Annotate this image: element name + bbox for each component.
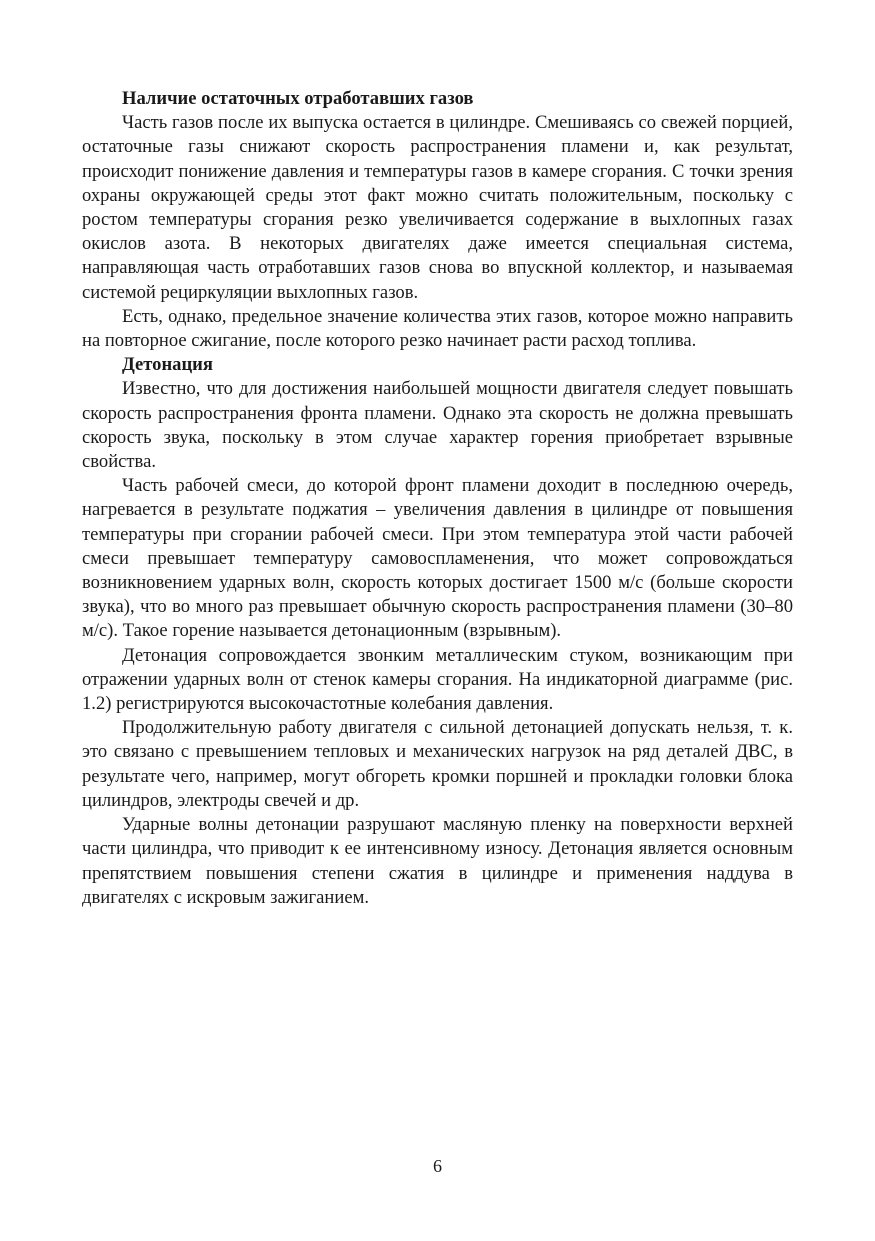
paragraph-detonation-1: Известно, что для достижения наибольшей мощности двигателя следует повышать скорость распространения фронта пламени. Однако эта скорость не должна превышать скорость звука, поскольку в этом случае характер горения приобретает взрывные свойства. (82, 378, 793, 473)
paragraph-detonation-2: Часть рабочей смеси, до которой фронт пламени доходит в последнюю очередь, нагревается в результате поджатия – увеличения давления в цилиндре от повышения температуры при сгорании рабочей смеси. При этом температура этой части рабочей смеси превышает температуру самовоспламенения, что может сопровождаться возникновением ударных волн, скорость которых достигает 1500 м/с (больше скорости звука), что во много раз превышает обычную скорость распространения пламени (30–80 м/с). Такое горение называется детонационным (взрывным). (82, 475, 793, 642)
paragraph-detonation-3: Детонация сопровождается звонким металлическим стуком, возникающим при отражении ударных волн от стенок камеры сгорания. На индикаторной диаграмме (рис. 1.2) регистрируются высокочастотные колебания давления. (82, 644, 793, 715)
page-content (82, 87, 793, 910)
paragraph-detonation-4: Продолжительную работу двигателя с сильной детонацией допускать нельзя, т. к. это связано с превышением тепловых и механических нагрузок на ряд деталей ДВС, в результате чего, например, могут обгореть кромки поршней и прокладки головки блока цилиндров, электроды свечей и др. (82, 717, 793, 811)
section-heading-detonation: Детонация (122, 354, 213, 376)
paragraph-residual-gases-2: Есть, однако, предельное значение количества этих газов, которое можно направить на повторное сжигание, после которого резко начинает расти расход топлива. (82, 305, 793, 352)
paragraph-residual-gases-1: Часть газов после их выпуска остается в цилиндре. Смешиваясь со свежей порцией, остаточные газы снижают скорость распространения пламени и, как результат, происходит понижение давления и температуры газов в камере сгорания. С точки зрения охраны окружающей среды этот факт можно считать положительным, поскольку с ростом температуры сгорания резко увеличивается содержание в выхлопных газах окислов азота. В некоторых двигателях даже имеется специальная система, направляющая часть отработавших газов снова во впускной коллектор, и называемая системой рециркуляции выхлопных газов. (82, 112, 793, 303)
section-heading-residual-gases: Наличие остаточных отработавших газов (122, 88, 474, 109)
paragraph-detonation-5: Ударные волны детонации разрушают масляную пленку на поверхности верхней части цилиндра, что приводит к ее интенсивному износу. Детонация является основным препятствием повышения степени сжатия в цилиндре и применения наддува в двигателях с искровым зажиганием. (82, 814, 793, 908)
page-number: 6 (433, 1156, 442, 1176)
